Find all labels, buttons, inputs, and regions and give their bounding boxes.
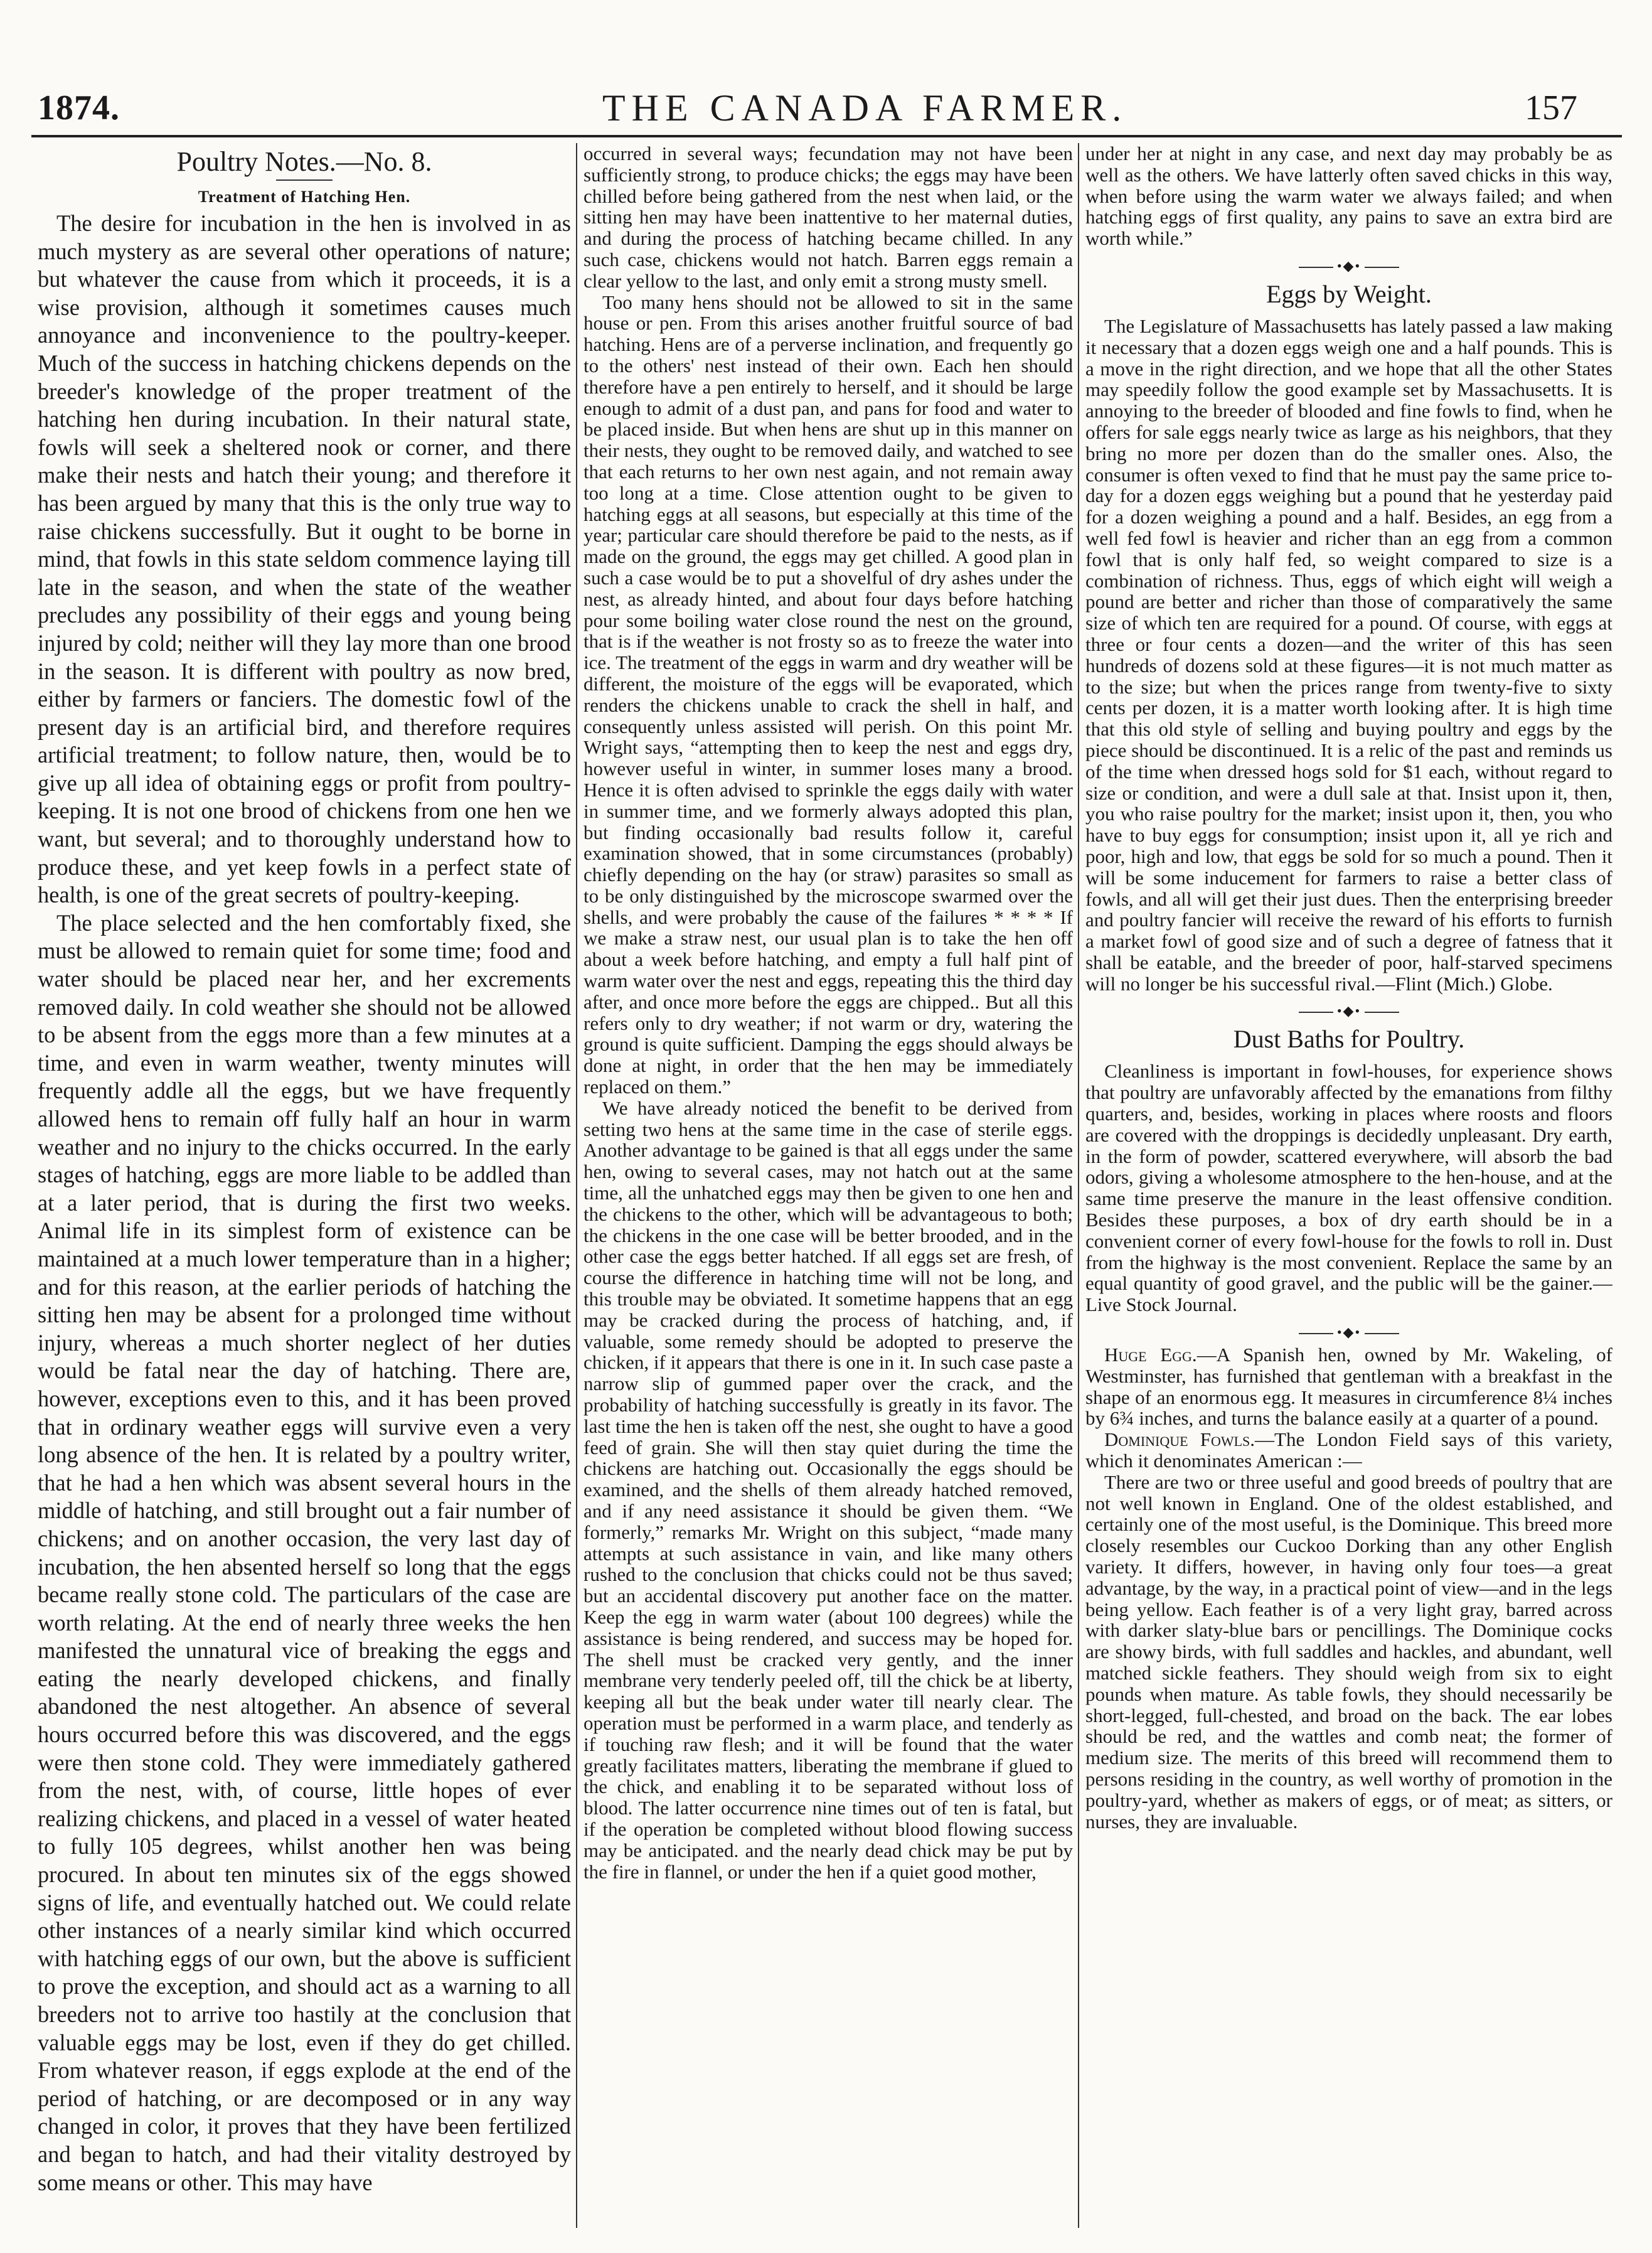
paragraph: We have already noticed the benefit to be derived from setting two hens at the same time in the case of sterile eggs. Another advantage to be gained is that all eggs under the same hen, owing to several cases, may not hatch out at the same time, all the unhatched eggs may then be given to one hen and the chickens to the other, which will be advantageous to both; the chickens in the one case will be better brooded, and in the other case the eggs better hatched. If all eggs set are fresh, of course the difference in hatching time will not be long, and this trouble may be obviated. It sometime happens that an egg may be cracked during the process of hatching, and, if valuable, some remedy should be adopted to preserve the chicken, if it appears that there is one in it. In such case paste a narrow slip of gummed paper over the crack, and the probability of hatching successfully is greatly in its favor. The last time the hen is taken off the nest, she ought to have a good feed of grain. She will then stay quiet during the time the chickens are hatching out. Occasionally the eggs should be examined, and the shells of them already hatched removed, and if any need assistance it should be given them. “We formerly,” remarks Mr. Wright on this subject, “made many attempts at such assistance in vain, and like many others rushed to the conclusion that chicks could not be thus saved; but an accidental discovery put another face on the matter. Keep the egg in warm water (about 100 degrees) while the assistance is being rendered, and success may be hoped for. The shell must be cracked very gently, and the inner membrane very tenderly peeled off, till the chick be at liberty, keeping all but the beak under water till nearly clear. The operation must be performed in a warm place, and tenderly as if touching raw flesh; and it will be found that the water greatly facilitates matters, liberating the membrane if glued to the chick, and enabling it to be separated without loss of blood. The latter occurrence nine times out of ten is fatal, but if the operation be completed without blood flowing success may be anticipated. and the nearly dead chick may be put by the fire in flannel, or under the hen if a quiet good mother, xyxy=(584,1096,1073,1883)
newspaper-title: THE CANADA FARMER. xyxy=(602,87,1128,129)
paragraph: Too many hens should not be allowed to sit in the same house or pen. From this arises another fruitful source of bad hatching. Hens are of a perverse inclination, and frequently go to the others' nest instead of their own. Each hen should therefore have a pen entirely to herself, and it should be large enough to admit of a dust pan, and pans for food and water to be placed inside. But when hens are shut up in this manner on their nests, they ought to be removed daily, and watched to see that each returns to her own nest again, and not remain away too long at a time. Close attention ought to be given to hatching eggs at all seasons, but especially at this time of the year; particular care should therefore be paid to the nests, as if made on the ground, the eggs may get chilled. A good plan in such a case would be to put a shovelful of dry ashes under the nest, as already hinted, and about four days before hatching pour some boiling water close round the nest on the ground, that is if the weather is not frosty so as to freeze the water into ice. The treatment of the eggs in warm and dry weather will be different, the moisture of the eggs will be evaporated, which renders the chickens unable to crack the shell in half, and consequently unless assisted will perish. On this point Mr. Wright says, “attempting then to keep the nest and eggs dry, however useful in winter, in summer loses many a brood. Hence it is often advised to sprinkle the eggs daily with water in summer time, and we formerly always adopted this plan, but finding occasionally bad results follow it, careful examination showed, that in some circumstances (probably) chiefly depending on the hay (or straw) parasites so small as to be only distinguished by the microscope swarmed over the shells, and were probably the cause of the failures * * * * If we make a straw nest, our usual plan is to take the hen off about a week before hatching, and empty a full half pint of warm water over the nest and eggs, repeating this the third day after, and once more before the eggs are chipped.. But all this refers only to dry weather; if not warm or dry, watering the ground is quite sufficient. Damping the eggs should always be done at night, in order that the hen may be immediately replaced on them.” xyxy=(584,291,1073,1098)
header-rule xyxy=(31,135,1622,137)
column-3 xyxy=(1085,143,1612,2228)
paragraph: Cleanliness is important in fowl-houses, for experience shows that poultry are unfavorably affected by the emanations from filthy quarters, and, besides, working in places where roosts and floors are covered with the droppings is decidedly unpleasant. Dry earth, in the form of powder, scattered everywhere, will absorb the bad odors, giving a wholesome atmosphere to the hen-house, and at the same time preserve the manure in the least offensive condition. Besides these purposes, a box of dry earth should be in a convenient corner of every fowl-house for the fowls to roll in. Dust from the highway is the most convenient. Replace the same by an equal quantity of good gravel, and the public will be the gainer.—Live Stock Journal. xyxy=(1085,1060,1612,1316)
item-lead: Huge Egg. xyxy=(1104,1344,1197,1366)
article-subtitle: Treatment of Hatching Hen. xyxy=(198,188,411,206)
section-ornament: •◆• xyxy=(1085,258,1612,274)
title-rule xyxy=(276,179,333,181)
column-divider xyxy=(576,143,577,2228)
paragraph: occurred in several ways; fecundation may not have been sufficiently strong, to produce chicks; the eggs may have been chilled before being gathered from the nest when laid, or the sitting hen may have been inattentive to her maternal duties, and during the process of hatching became chilled. In any such case, chickens would not hatch. Barren eggs remain a clear yellow to the last, and only emit a strong musty smell. xyxy=(584,143,1073,292)
paragraph-dominique xyxy=(1085,1429,1612,1472)
paragraph: under her at night in any case, and next day may probably be as well as the others. We have latterly often saved chicks in this way, when before using the warm water we always failed; and when hatching eggs of first quality, any pains to save an extra bird are worth while.” xyxy=(1085,143,1612,250)
item-text: —A Spanish hen, owned by Mr. Wakeling, of Westminster, has furnished that gentleman with a breakfast in the shape of an enormous egg. It measures in circumference 8¼ inches by 6¾ inches, and turns the balance easily at a quarter of a pound. xyxy=(1085,1344,1612,1430)
item-text: —The London Field says of this variety, which it denominates American :— xyxy=(1085,1428,1612,1472)
column-1 xyxy=(38,143,571,2228)
column-2 xyxy=(584,143,1073,2228)
column-divider xyxy=(1078,143,1079,2228)
paragraph: The desire for incubation in the hen is involved in as much mystery as are several other operations of nature; but whatever the cause from which it proceeds, it is a wise provision, although it sometimes causes much annoyance and inconvenience to the poultry-keeper. Much of the success in hatching chickens depends on the breeder's knowledge of the proper treatment of the hatching hen during incubation. In their natural state, fowls will seek a sheltered nook or corner, and there make their nests and hatch their young; and therefore it has been argued by many that this is the only true way to raise chickens successfully. But it ought to be borne in mind, that fowls in this state seldom commence laying till late in the season, and when the state of the weather precludes any possibility of their eggs and young being injured by cold; neither will they lay more than one brood in the season. It is different with poultry as now bred, either by farmers or fanciers. The domestic fowl of the present day is an artificial bird, and therefore requires artificial treatment; to follow nature, then, would be to give up all idea of obtaining eggs or profit from poultry-keeping. It is not one brood of chickens from one hen we want, but several; and to thoroughly understand how to produce these, and yet keep fowls in a perfect state of health, is one of the great secrets of poultry-keeping. xyxy=(38,210,571,908)
paragraph: There are two or three useful and good breeds of poultry that are not well known in England. One of the oldest established, and certainly one of the most useful, is the Dominique. This breed more closely resembles our Cuckoo Dorking than any other English variety. It differs, however, in having only four toes—a great advantage, by the way, in a practical point of view—and in the legs being yellow. Each feather is of a very light gray, barred across with darker slaty-blue bars or pencillings. The Dominique cocks are showy birds, with full saddles and hackles, and abundant, well matched sickle feathers. They should weigh from six to eight pounds when mature. As table fowls, they should necessarily be short-legged, full-chested, and broad on the back. The ear lobes should be red, and the wattles and comb neat; the former of medium size. The merits of this breed will recommend them to persons residing in the country, as well worthy of promotion in the poultry-yard, whether as makers of eggs, or of meat; as sitters, or nurses, they are invaluable. xyxy=(1085,1470,1612,1833)
item-lead: Dominique Fowls. xyxy=(1104,1428,1255,1451)
article-heading xyxy=(38,144,571,210)
header-year: 1874. xyxy=(38,88,120,127)
page-number: 157 xyxy=(1525,88,1577,127)
paragraph: The Legislature of Massachusetts has lately passed a law making it necessary that a dozen eggs weigh one and a half pounds. This is a move in the right direction, and we hope that all the other States may speedily follow the good example set by Massachusetts. It is annoying to the breeder of blooded and fine fowls to find, when he offers for sale eggs nearly twice as large as his neighbors, that they bring no more per dozen than do the smaller ones. Also, the consumer is often vexed to find that he must pay the same price to-day for a dozen eggs weighing but a pound that he yesterday paid for a dozen weighing a pound and a half. Besides, an egg from a well fed fowl is heavier and richer than an egg from a common fowl that is only half fed, so weight compared to size is a combination of richness. Thus, eggs of which eight will weigh a pound are better and richer than those of comparatively the same size of which ten are required for a pound. Of course, with eggs at three or four cents a dozen—and the writer of this has seen hundreds of dozens sold at these figures—it is not much matter as to the size; but when the prices range from twenty-five to sixty cents per dozen, it is a matter worth looking after. It is high time that this old style of selling and buying poultry and eggs by the piece should be discontinued. It is a relic of the past and reminds us of the time when dressed hogs sold for $1 each, without regard to size or condition, and were a dull sale at that. Insist upon it, then, you who raise poultry for the market; insist upon it, then, you who have to buy eggs for consumption; insist upon it, all ye rich and poor, high and low, that eggs be sold for so much a pound. Then it will be some inducement for farmers to raise a better class of fowls, and all will get their just dues. Then the enterprising breeder and poultry fancier will receive the reward of his efforts to furnish a market fowl of good size and of such a degree of fatness that it shall be eatable, and the breeder of poor, half-starved specimens will no longer be his successful rival.—Flint (Mich.) Globe. xyxy=(1085,314,1612,995)
section-title-dust: Dust Baths for Poultry. xyxy=(1233,1025,1465,1054)
article-title: Poultry Notes.—No. 8. xyxy=(176,146,432,177)
paragraph-huge-egg xyxy=(1085,1344,1612,1429)
paragraph: The place selected and the hen comfortably fixed, she must be allowed to remain quiet for some time; food and water should be placed near her, and her excrements removed daily. In cold weather she should not be allowed to be absent from the eggs more than a few minutes at a time, and even in warm weather, twenty minutes will frequently addle all the eggs, but we have frequently allowed hens to remain off fully half an hour in warm weather and no injury to the chicks occurred. In the early stages of hatching, eggs are more liable to be addled than at a later period, that is during the first two weeks. Animal life in its simplest form of existence can be maintained at a much lower temperature than in a higher; and for this reason, at the earlier periods of hatching the sitting hen may be absent for a prolonged time without injury, whereas a much shorter neglect of her duties would be fatal near the day of hatching. There are, however, exceptions even to this, and it has been proved that in ordinary weather eggs will survive even a very long absence of the hen. It is related by a poultry writer, that he had a hen which was absent several hours in the middle of hatching, and still brought out a fair number of chickens; and on another occasion, the very last day of incubation, the hen absented herself so long that the eggs became really stone cold. The particulars of the case are worth relating. At the end of nearly three weeks the hen manifested the unnatural vice of breaking the eggs and eating the nearly developed chickens, and finally abandoned the nest altogether. An absence of several hours occurred before this was discovered, and the eggs were then stone cold. They were immediately gathered from the nest, with, of course, little hopes of ever realizing chickens, and placed in a vessel of water heated to fully 105 degrees, whilst another hen was being procured. In about ten minutes six of the eggs showed signs of life, and eventually hatched out. We could relate other instances of a nearly similar kind which occurred with hatching eggs of our own, but the above is sufficient to prove the exception, and should act as a warning to all breeders not to arrive too hastily at the conclusion that valuable eggs may be lost, even if they do get chilled. From whatever reason, if eggs explode at the end of the period of hatching, or are decomposed or in any way changed in color, it proves that they have been fertilized and began to hatch, and had their vitality destroyed by some means or other. This may have xyxy=(38,909,571,2195)
page-header xyxy=(0,0,1652,135)
section-title-eggs: Eggs by Weight. xyxy=(1266,279,1432,308)
section-ornament: •◆• xyxy=(1085,1324,1612,1341)
section-ornament: •◆• xyxy=(1085,1003,1612,1019)
